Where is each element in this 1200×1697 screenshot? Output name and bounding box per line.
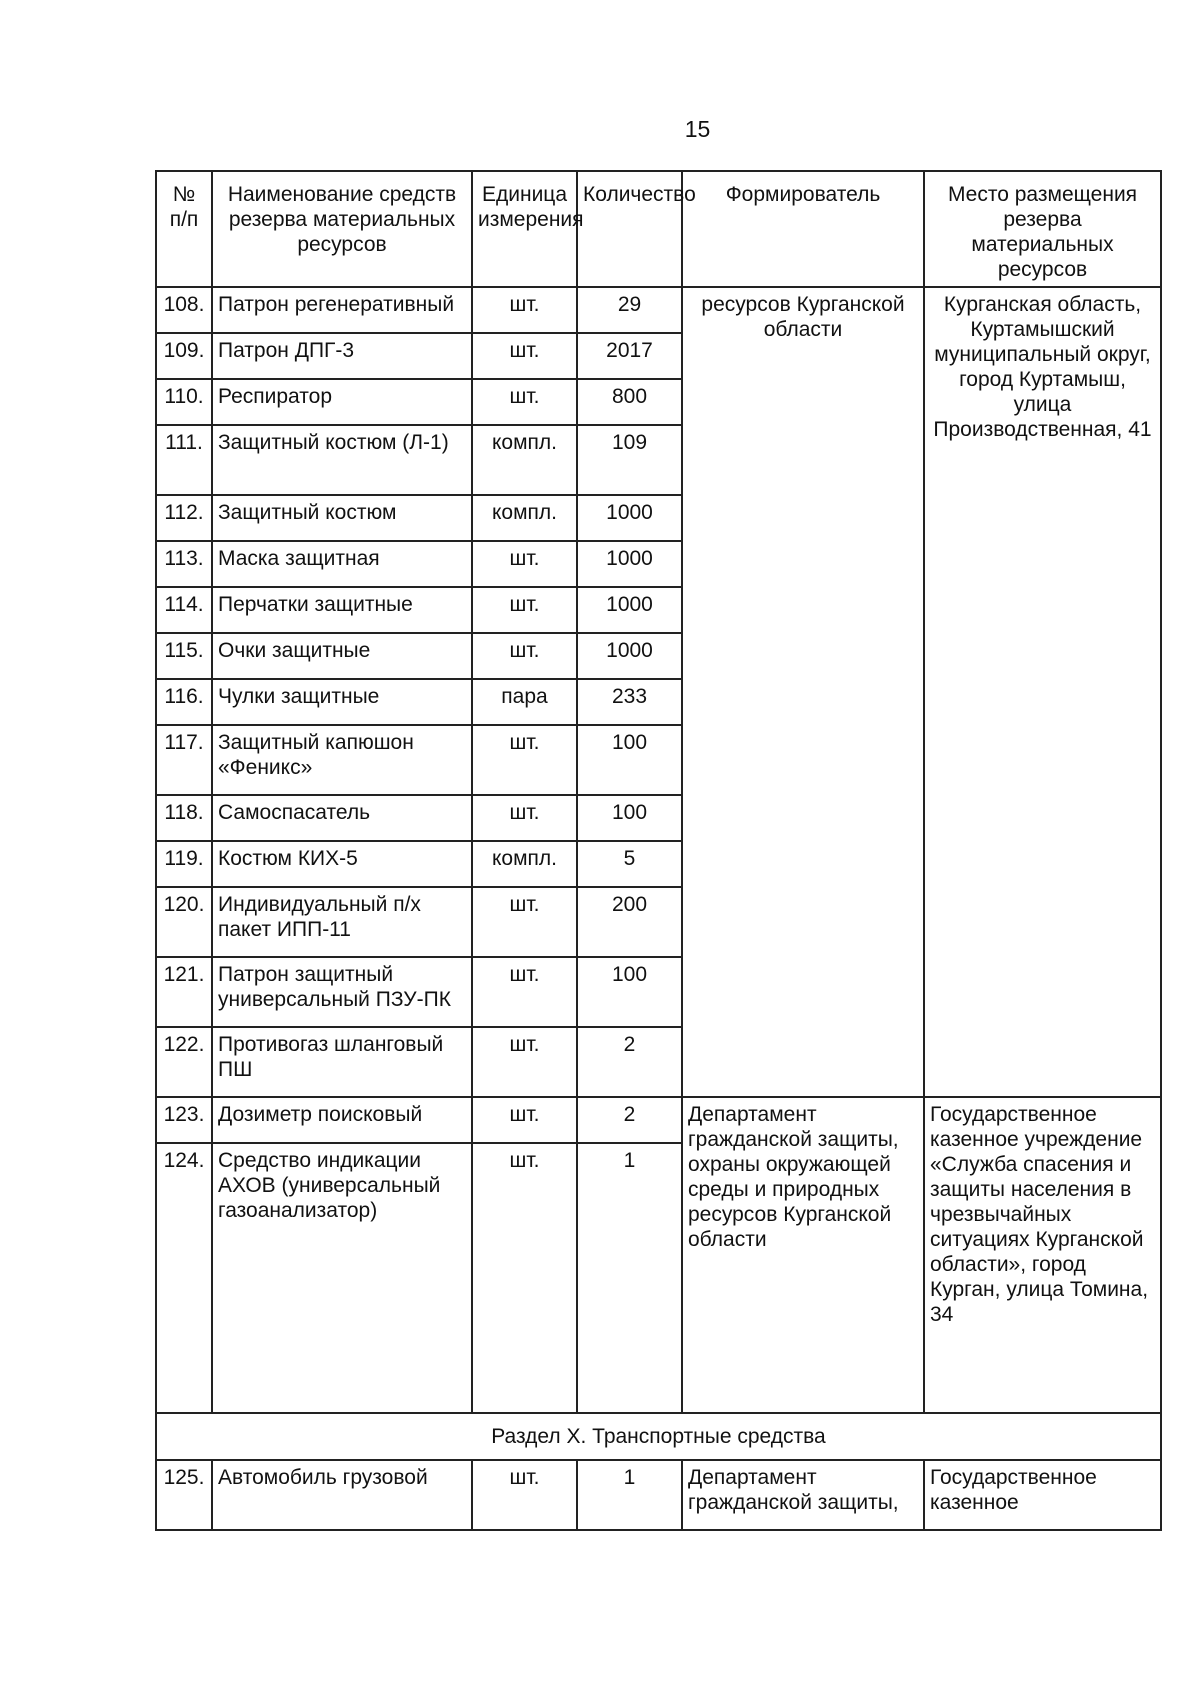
quantity-cell: 1: [577, 1143, 682, 1413]
section-title: Раздел X. Транспортные средства: [156, 1413, 1161, 1460]
quantity-cell: 100: [577, 725, 682, 795]
former-cell: Департамент гражданской защиты, охраны окружающей среды и природных ресурсов Курганской области: [682, 1097, 924, 1413]
quantity-cell: 2: [577, 1027, 682, 1097]
row-number: 118.: [156, 795, 212, 841]
item-name: Чулки защитные: [212, 679, 472, 725]
row-number: 114.: [156, 587, 212, 633]
unit-cell: шт.: [472, 333, 577, 379]
unit-cell: шт.: [472, 1143, 577, 1413]
unit-cell: шт.: [472, 541, 577, 587]
item-name: Защитный капюшон «Феникс»: [212, 725, 472, 795]
item-name: Перчатки защитные: [212, 587, 472, 633]
unit-cell: компл.: [472, 425, 577, 495]
unit-cell: пара: [472, 679, 577, 725]
quantity-cell: 233: [577, 679, 682, 725]
unit-cell: шт.: [472, 1097, 577, 1143]
unit-cell: шт.: [472, 795, 577, 841]
row-number: 119.: [156, 841, 212, 887]
placement-cell: Государственное казенное: [924, 1460, 1161, 1530]
unit-cell: шт.: [472, 379, 577, 425]
row-number: 110.: [156, 379, 212, 425]
row-number: 116.: [156, 679, 212, 725]
row-number: 115.: [156, 633, 212, 679]
header-unit: Единица измерения: [472, 171, 577, 287]
row-number: 122.: [156, 1027, 212, 1097]
item-name: Патрон ДПГ-3: [212, 333, 472, 379]
unit-cell: шт.: [472, 287, 577, 333]
unit-cell: шт.: [472, 587, 577, 633]
page-number: 15: [684, 116, 711, 142]
unit-cell: компл.: [472, 841, 577, 887]
row-number: 109.: [156, 333, 212, 379]
unit-cell: компл.: [472, 495, 577, 541]
item-name: Патрон регенеративный: [212, 287, 472, 333]
quantity-cell: 800: [577, 379, 682, 425]
unit-cell: шт.: [472, 633, 577, 679]
quantity-cell: 1000: [577, 633, 682, 679]
item-name: Дозиметр поисковый: [212, 1097, 472, 1143]
quantity-cell: 5: [577, 841, 682, 887]
row-number: 111.: [156, 425, 212, 495]
item-name: Маска защитная: [212, 541, 472, 587]
table-row: [156, 1460, 1161, 1530]
unit-cell: шт.: [472, 887, 577, 957]
row-number: 117.: [156, 725, 212, 795]
header-name: Наименование средств резерва материальных ресурсов: [212, 171, 472, 287]
row-number: 123.: [156, 1097, 212, 1143]
item-name: Противогаз шланговый ПШ: [212, 1027, 472, 1097]
quantity-cell: 29: [577, 287, 682, 333]
quantity-cell: 100: [577, 795, 682, 841]
former-cell: Департамент гражданской защиты,: [682, 1460, 924, 1530]
unit-cell: шт.: [472, 725, 577, 795]
header-former: Формирователь: [682, 171, 924, 287]
item-name: Патрон защитный универсальный ПЗУ-ПК: [212, 957, 472, 1027]
item-name: Очки защитные: [212, 633, 472, 679]
placement-cell: Курганская область, Куртамышский муниципальный округ, город Куртамыш, улица Производственная, 41: [924, 287, 1161, 1097]
item-name: Средство индикации АХОВ (универсальный газоанализатор): [212, 1143, 472, 1413]
item-name: Респиратор: [212, 379, 472, 425]
quantity-cell: 1: [577, 1460, 682, 1530]
section-row: [156, 1413, 1161, 1460]
placement-cell: Государственное казенное учреждение «Служба спасения и защиты населения в чрезвычайных ситуациях Курганской области», город Курган, улица Томина, 34: [924, 1097, 1161, 1413]
item-name: Защитный костюм (Л-1): [212, 425, 472, 495]
row-number: 124.: [156, 1143, 212, 1413]
quantity-cell: 2: [577, 1097, 682, 1143]
unit-cell: шт.: [472, 1027, 577, 1097]
resources-table: [155, 170, 1162, 1531]
quantity-cell: 1000: [577, 587, 682, 633]
item-name: Защитный костюм: [212, 495, 472, 541]
former-cell: ресурсов Курганской области: [682, 287, 924, 1097]
row-number: 108.: [156, 287, 212, 333]
quantity-cell: 2017: [577, 333, 682, 379]
header-row: [156, 171, 1161, 287]
row-number: 112.: [156, 495, 212, 541]
header-num: № п/п: [156, 171, 212, 287]
quantity-cell: 1000: [577, 495, 682, 541]
row-number: 120.: [156, 887, 212, 957]
header-qty: Количество: [577, 171, 682, 287]
table-row: [156, 287, 1161, 333]
table-row: [156, 1097, 1161, 1143]
quantity-cell: 1000: [577, 541, 682, 587]
item-name: Автомобиль грузовой: [212, 1460, 472, 1530]
quantity-cell: 109: [577, 425, 682, 495]
row-number: 121.: [156, 957, 212, 1027]
row-number: 125.: [156, 1460, 212, 1530]
item-name: Самоспасатель: [212, 795, 472, 841]
row-number: 113.: [156, 541, 212, 587]
quantity-cell: 200: [577, 887, 682, 957]
unit-cell: шт.: [472, 1460, 577, 1530]
unit-cell: шт.: [472, 957, 577, 1027]
quantity-cell: 100: [577, 957, 682, 1027]
item-name: Индивидуальный п/х пакет ИПП-11: [212, 887, 472, 957]
item-name: Костюм КИХ-5: [212, 841, 472, 887]
header-place: Место размещения резерва материальных ресурсов: [924, 171, 1161, 287]
